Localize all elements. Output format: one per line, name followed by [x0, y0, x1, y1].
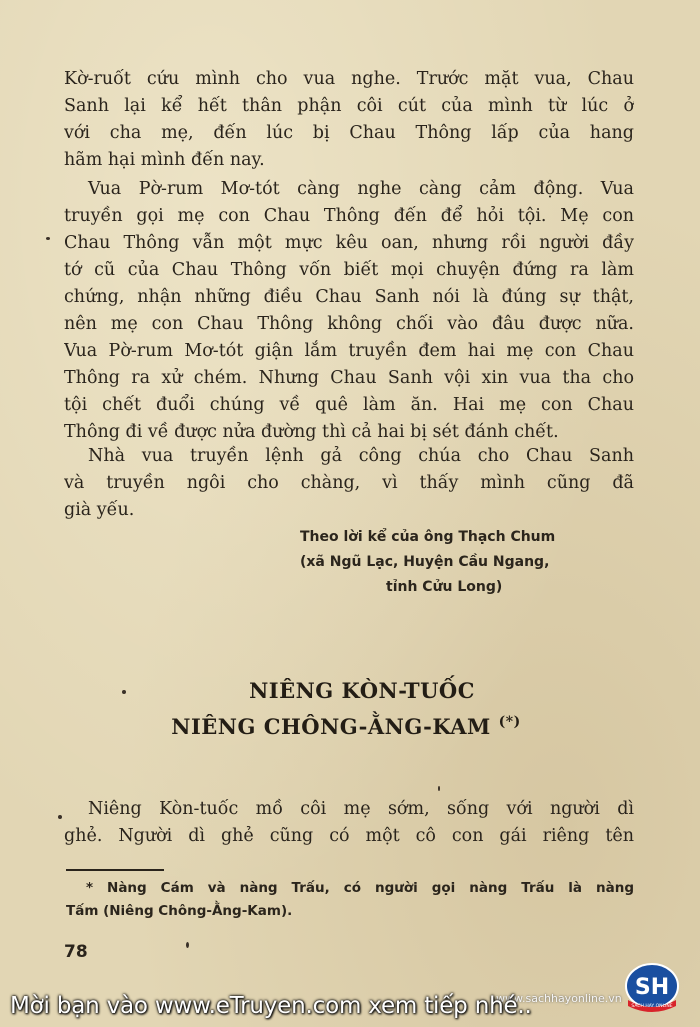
credit-line: tỉnh Cửu Long): [386, 579, 503, 595]
text-line: Chau Thông vẫn một mực kêu oan, nhưng rồi người đầy: [64, 233, 634, 253]
story-title-line1: NIÊNG KÒN-TUỐC: [249, 678, 475, 703]
paper-speck: [186, 942, 189, 948]
text-line: Vua Pờ-rum Mơ-tót càng nghe càng cảm động. Vua: [88, 179, 634, 199]
logo-icon: [620, 962, 684, 1014]
text-line: Nhà vua truyền lệnh gả công chúa cho Chau Sanh: [88, 446, 634, 466]
text-line: ghẻ. Người dì ghẻ cũng có một cô con gái riêng tên: [64, 826, 634, 846]
paragraph-new-story: [64, 796, 634, 850]
text-line: Thông đi về được nửa đường thì cả hai bị sét đánh chết.: [64, 422, 559, 442]
paper-speck: [58, 815, 62, 819]
text-line: tội chết đuổi chúng về quê làm ăn. Hai mẹ con Chau: [64, 395, 634, 415]
text-line: chứng, nhận những điều Chau Sanh nói là đúng sự thật,: [64, 287, 634, 307]
text-line: Vua Pờ-rum Mơ-tót giận lắm truyền đem hai mẹ con Chau: [64, 341, 634, 361]
logo-subtext: SÁCH HAY ONLINE: [631, 1004, 673, 1009]
logo-letters: SH: [634, 975, 670, 1000]
paper-speck: [122, 690, 126, 694]
text-line: nên mẹ con Chau Thông không chối vào đâu được nữa.: [64, 314, 634, 334]
page-number: 78: [64, 942, 88, 962]
text-line: với cha mẹ, đến lúc bị Chau Thông lấp của hang: [64, 123, 634, 143]
sachhay-logo[interactable]: [620, 962, 684, 1014]
paper-speck: [46, 237, 50, 240]
credit-line: (xã Ngũ Lạc, Huyện Cầu Ngang,: [300, 554, 550, 570]
text-line: già yếu.: [64, 500, 135, 520]
paragraph-ending: [64, 443, 634, 524]
story-title-text: NIÊNG CHÔNG-ẰNG-KAM: [171, 714, 491, 739]
footnote-divider: [66, 869, 164, 871]
footnote-line: * Nàng Cám và nàng Trấu, có người gọi nàng Trấu là nàng: [86, 880, 634, 896]
footnote: [66, 877, 634, 923]
watermark-link[interactable]: Mời bạn vào www.eTruyen.com xem tiếp nhé..: [10, 993, 532, 1019]
paragraph-continuation: [64, 66, 634, 174]
text-line: Kờ-ruốt cứu mình cho vua nghe. Trước mặt vua, Chau: [64, 69, 634, 89]
text-line: hãm hại mình đến nay.: [64, 150, 265, 170]
text-line: tớ cũ của Chau Thông vốn biết mọi chuyện đứng ra làm: [64, 260, 634, 280]
paragraph-king-judgment: [64, 176, 634, 446]
text-line: và truyền ngôi cho chàng, vì thấy mình cũng đã: [64, 473, 634, 493]
footnote-marker: (*): [498, 714, 521, 730]
footnote-line: Tấm (Niêng Chông-Ằng-Kam).: [66, 903, 293, 919]
credit-line: Theo lời kể của ông Thạch Chum: [300, 529, 556, 545]
text-line: Niêng Kòn-tuốc mồ côi mẹ sớm, sống với người dì: [88, 799, 634, 819]
text-line: truyền gọi mẹ con Chau Thông đến để hỏi tội. Mẹ con: [64, 206, 634, 226]
watermark-site[interactable]: www.sachhayonline.vn: [496, 992, 622, 1005]
story-title-line2: [0, 714, 696, 739]
story-credit: [300, 525, 640, 600]
text-line: Thông ra xử chém. Nhưng Chau Sanh vội xin vua tha cho: [64, 368, 634, 388]
paper-speck: [438, 786, 440, 791]
text-line: Sanh lại kể hết thân phận côi cút của mình từ lúc ở: [64, 96, 634, 116]
